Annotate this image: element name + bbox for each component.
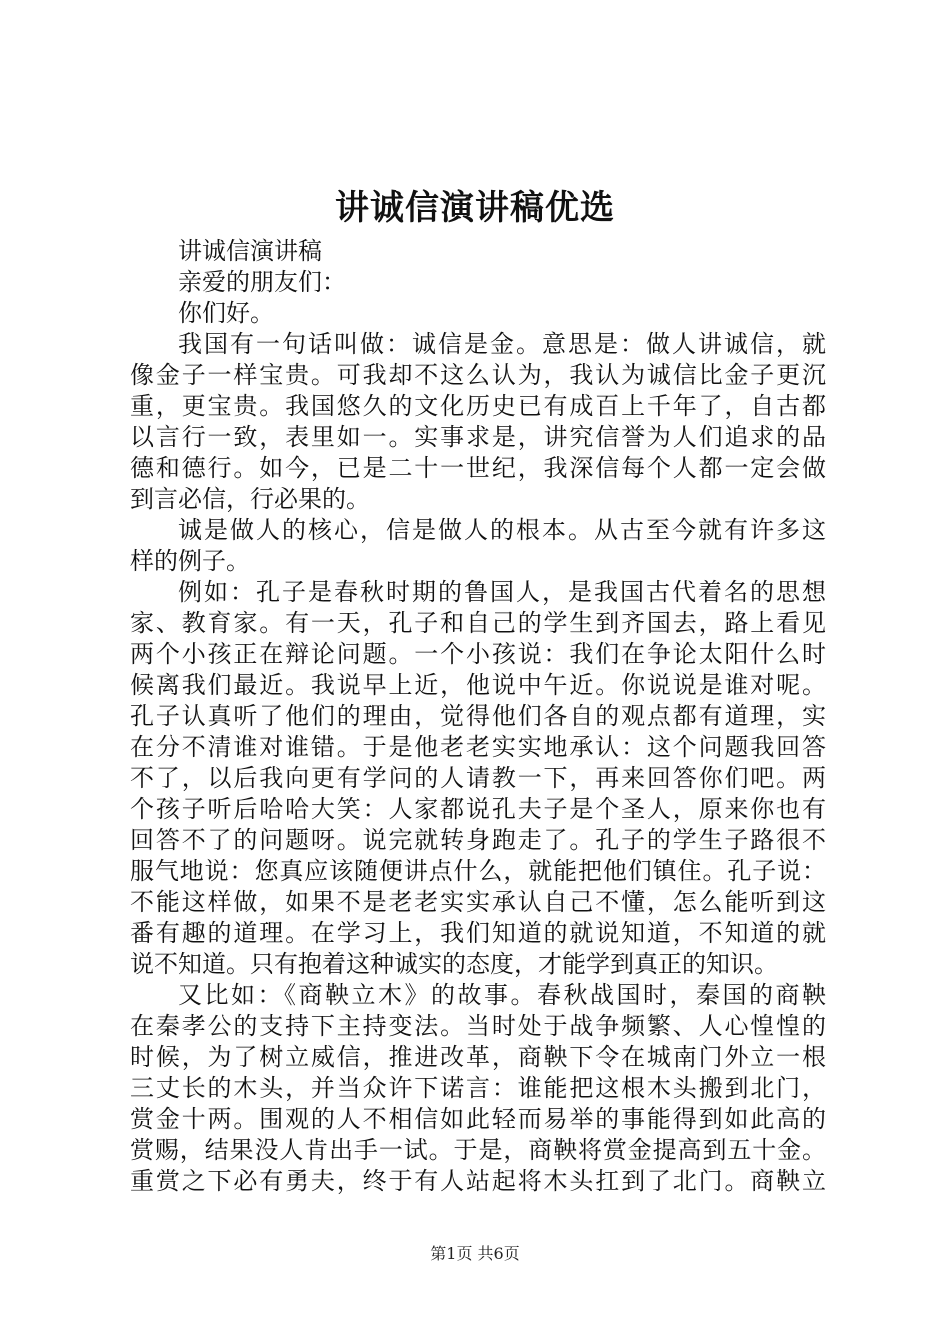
text-line: 德和德行。如今，已是二十一世纪，我深信每个人都一定会做 [130, 454, 826, 482]
text-line: 服气地说：您真应该随便讲点什么，就能把他们镇住。孔子说： [130, 857, 826, 885]
text-line: 说不知道。只有抱着这种诚实的态度，才能学到真正的知识。 [130, 950, 778, 978]
text-line: 到言必信，行必果的。 [130, 485, 370, 513]
document-title: 讲诚信演讲稿优选 [335, 188, 615, 228]
text-line: 两个小孩正在辩论问题。一个小孩说：我们在争论太阳什么时 [130, 640, 826, 668]
text-line: 个孩子听后哈哈大笑：人家都说孔夫子是个圣人，原来你也有 [130, 795, 826, 823]
text-line: 你们好。 [178, 299, 274, 327]
text-line: 以言行一致，表里如一。实事求是，讲究信誉为人们追求的品 [130, 423, 826, 451]
text-line: 不了，以后我向更有学问的人请教一下，再来回答你们吧。两 [130, 764, 826, 792]
text-line: 孔子认真听了他们的理由，觉得他们各自的观点都有道理，实 [130, 702, 826, 730]
text-line: 讲诚信演讲稿 [178, 237, 322, 265]
text-line: 赏金十两。围观的人不相信如此轻而易举的事能得到如此高的 [130, 1105, 826, 1133]
text-line: 在分不清谁对谁错。于是他老老实实地承认：这个问题我回答 [130, 733, 826, 761]
text-line: 在秦孝公的支持下主持变法。当时处于战争频繁、人心惶惶的 [130, 1012, 826, 1040]
text-line: 诚是做人的核心，信是做人的根本。从古至今就有许多这 [178, 516, 826, 544]
text-line: 例如：孔子是春秋时期的鲁国人，是我国古代着名的思想 [178, 578, 826, 606]
text-line: 亲爱的朋友们： [178, 268, 346, 296]
text-line: 不能这样做，如果不是老老实实承认自己不懂，怎么能听到这 [130, 888, 826, 916]
text-line: 家、教育家。有一天，孔子和自己的学生到齐国去，路上看见 [130, 609, 826, 637]
text-line: 番有趣的道理。在学习上，我们知道的就说知道，不知道的就 [130, 919, 826, 947]
text-line: 样的例子。 [130, 547, 250, 575]
text-line: 又比如：《商鞅立木》的故事。春秋战国时，秦国的商鞅 [178, 981, 826, 1009]
text-line: 时候，为了树立威信，推进改革，商鞅下令在城南门外立一根 [130, 1043, 826, 1071]
text-line: 像金子一样宝贵。可我却不这么认为，我认为诚信比金子更沉 [130, 361, 826, 389]
text-line: 回答不了的问题呀。说完就转身跑走了。孔子的学生子路很不 [130, 826, 826, 854]
text-line: 重，更宝贵。我国悠久的文化历史已有成百上千年了，自古都 [130, 392, 826, 420]
text-line: 我国有一句话叫做：诚信是金。意思是：做人讲诚信，就 [178, 330, 826, 358]
text-line: 三丈长的木头，并当众许下诺言：谁能把这根木头搬到北门， [130, 1074, 826, 1102]
text-line: 赏赐，结果没人肯出手一试。于是，商鞅将赏金提高到五十金。 [130, 1136, 826, 1164]
document-body [130, 236, 826, 1197]
text-line: 候离我们最近。我说早上近，他说中午近。你说说是谁对呢。 [130, 671, 826, 699]
page-number-footer: 第1页 共6页 [430, 1244, 520, 1263]
text-line: 重赏之下必有勇夫，终于有人站起将木头扛到了北门。商鞅立 [130, 1167, 826, 1195]
